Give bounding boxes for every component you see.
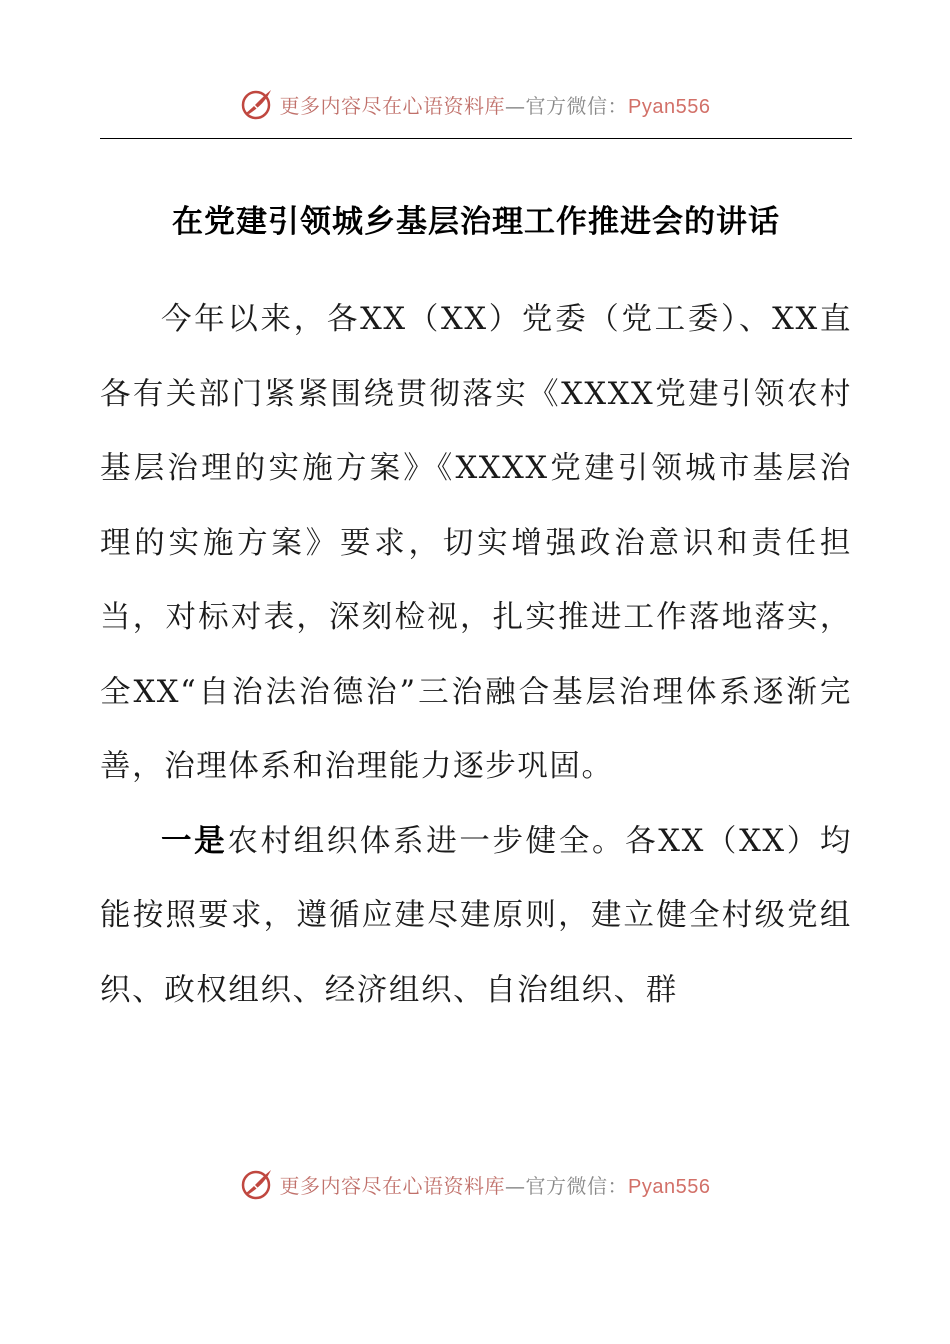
document-body	[100, 283, 852, 1028]
banner-main-text: 更多内容尽在心语资料库	[279, 1173, 506, 1198]
header-divider	[100, 138, 852, 139]
paragraph-point-one-text: 农村组织体系进一步健全。各XX（XX）均能按照要求，遵循应建尽建原则，建立健全村级党组织、政权组织、经济组织、自治组织、群	[100, 823, 853, 1008]
quill-pen-logo-icon	[240, 1167, 274, 1201]
banner-wechat-id: Pyan556	[628, 95, 711, 118]
banner-wechat-label: 官方微信：	[525, 1173, 629, 1198]
banner-dash: —	[505, 1173, 526, 1198]
footer-banner	[0, 1164, 950, 1204]
banner-main-text: 更多内容尽在心语资料库	[279, 93, 506, 118]
paragraph-intro: 今年以来，各XX（XX）党委（党工委）、XX直各有关部门紧紧围绕贯彻落实《XXXX党建引领农村基层治理的实施方案》《XXXX党建引领城市基层治理的实施方案》要求，切实增强政治意识和责任担当，对标对表，深刻检视，扎实推进工作落地落实，全XX“自治法治德治”三治融合基层治理体系逐渐完善，治理体系和治理能力逐步巩固。	[100, 302, 852, 784]
header-banner	[0, 84, 950, 124]
banner-text	[280, 1170, 711, 1199]
banner-text	[280, 90, 711, 119]
banner-dash: —	[505, 93, 526, 118]
quill-pen-logo-icon	[240, 87, 274, 121]
paragraph-point-one	[100, 805, 852, 1029]
paragraph-lead: 一是	[161, 823, 228, 859]
document-title: 在党建引领城乡基层治理工作推进会的讲话	[172, 204, 780, 240]
banner-wechat-label: 官方微信：	[525, 93, 629, 118]
banner-wechat-id: Pyan556	[628, 1175, 711, 1198]
